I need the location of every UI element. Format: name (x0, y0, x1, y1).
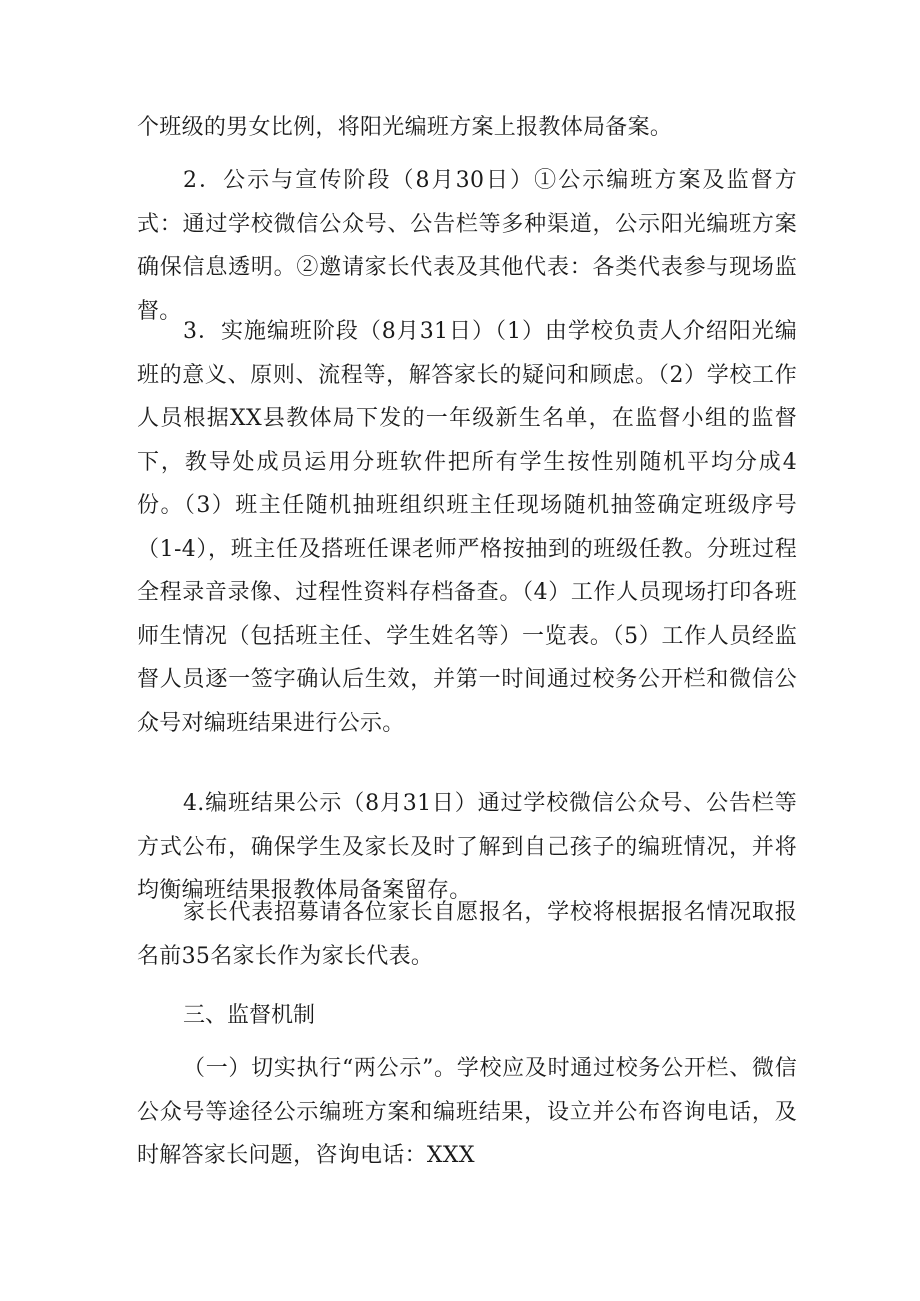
paragraph-publicity-stage: 2．公示与宣传阶段（8月30日）①公示编班方案及监督方式：通过学校微信公众号、公告栏等多种渠道，公示阳光编班方案确保信息透明。②邀请家长代表及其他代表：各类代表参与现场监督。 (137, 168, 797, 324)
paragraph-parent-recruitment: 家长代表招募请各位家长自愿报名，学校将根据报名情况取报名前35名家长作为家长代表。 (137, 900, 797, 969)
paragraph-continuation: 个班级的男女比例，将阳光编班方案上报教体局备案。 (137, 115, 673, 140)
paragraph-implementation-stage: 3．实施编班阶段（8月31日）（1）由学校负责人介绍阳光编班的意义、原则、流程等，解答家长的疑问和顾虑。（2）学校工作人员根据XX县教体局下发的一年级新生名单，在监督小组的监督下，教导处成员运用分班软件把所有学生按性别随机平均分成4份。（3）班主任随机抽班组织班主任现场随机抽签确定班级序号（1-4），班主任及搭班任课老师严格按抽到的班级任教。分班过程全程录音录像、过程性资料存档备查。（4）工作人员现场打印各班师生情况（包括班主任、学生姓名等）一览表。（5）工作人员经监督人员逐一签字确认后生效，并第一时间通过校务公开栏和微信公众号对编班结果进行公示。 (137, 319, 797, 736)
section-heading-supervision: 三、监督机制 (183, 1003, 316, 1028)
paragraph-result-publicity: 4.编班结果公示（8月31日）通过学校微信公众号、公告栏等方式公布，确保学生及家长及时了解到自己孩子的编班情况，并将均衡编班结果报教体局备案留存。 (137, 791, 797, 903)
paragraph-two-publicity: （一）切实执行“两公示”。学校应及时通过校务公开栏、微信公众号等途径公示编班方案和编班结果，设立并公布咨询电话，及时解答家长问题，咨询电话：XXX (137, 1056, 797, 1168)
